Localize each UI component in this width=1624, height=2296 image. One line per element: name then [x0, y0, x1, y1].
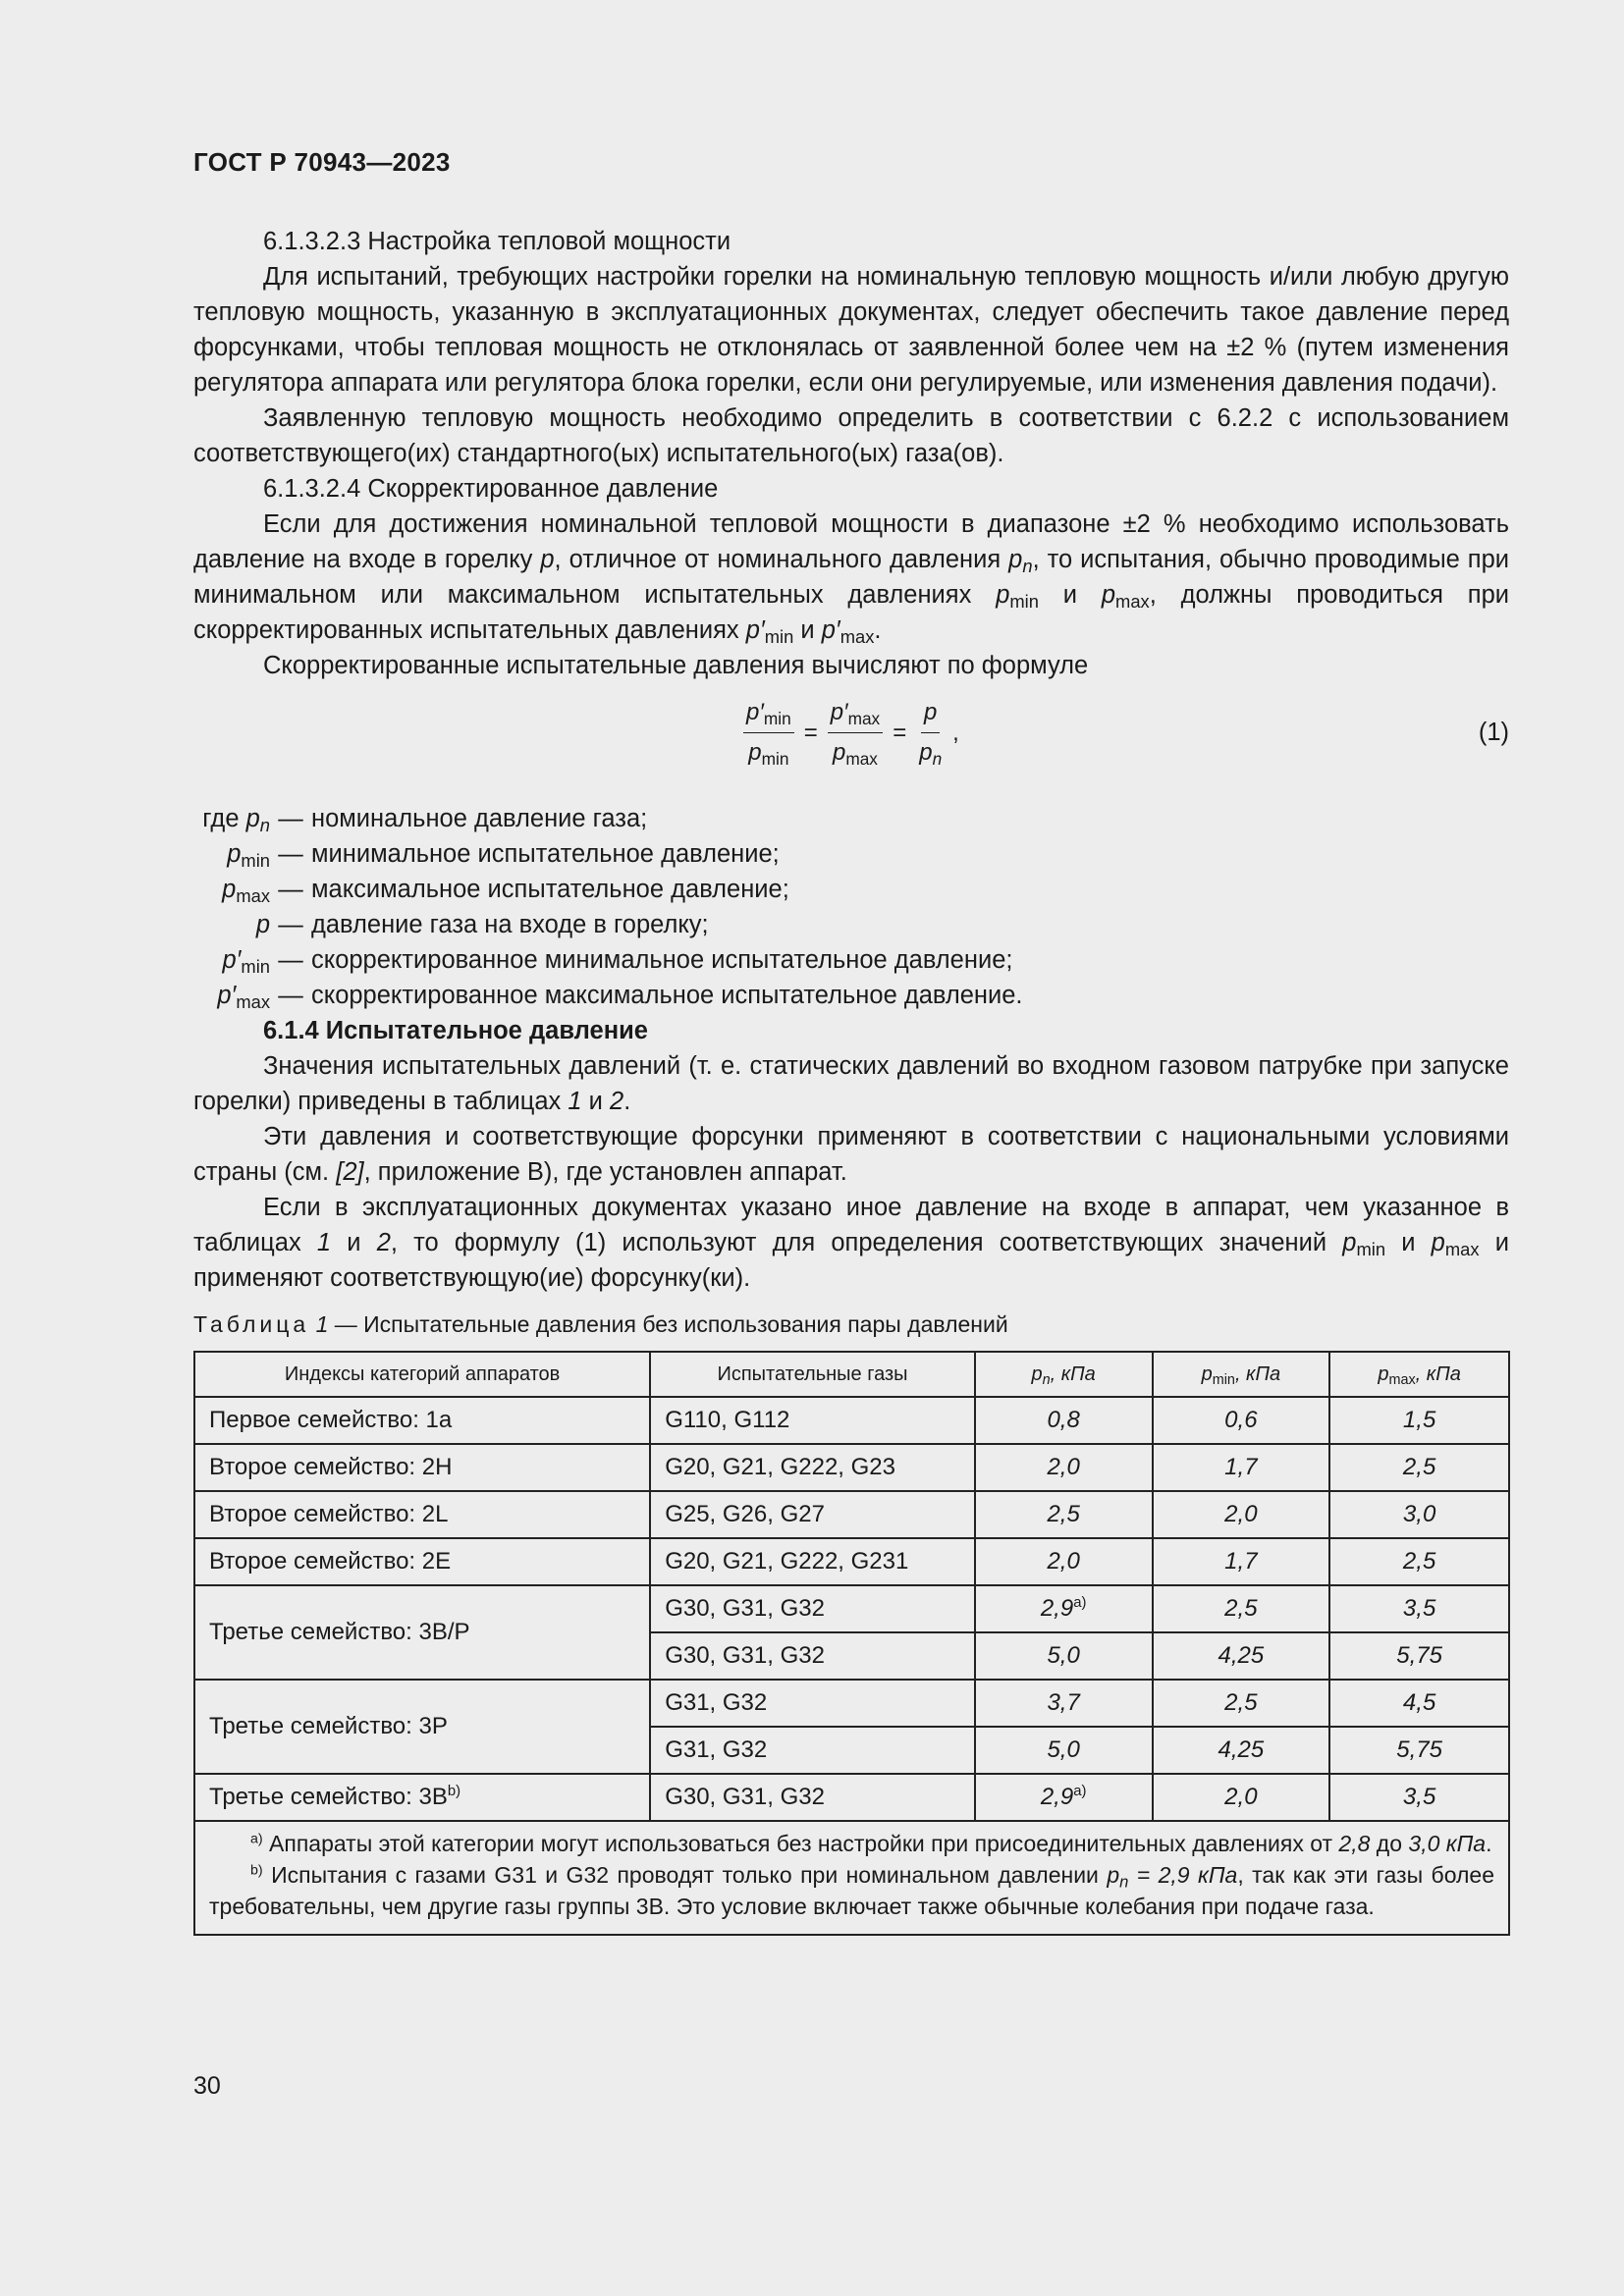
section-6-1-3-2-4-heading: 6.1.3.2.4 Скорректированное давление — [263, 475, 719, 503]
paragraph: Скорректированные испытательные давления вычисляют по формуле — [263, 652, 1089, 679]
legend-symbol: $p_{min}$ — [227, 840, 270, 872]
legend-symbol: p — [255, 911, 270, 938]
table-row: Третье семейство: $3В^{b)}$ G30, G31, G32 $2,9^{а)}$ 2,0 3,5 — [194, 1774, 1509, 1821]
legend-dash: — — [278, 946, 303, 974]
legend-description: давление газа на входе в горелку; — [311, 911, 709, 938]
column-header: $p_n$, кПа — [975, 1352, 1153, 1397]
test-pressure-table — [193, 1351, 1510, 1936]
column-header: $p_{max}$, кПа — [1329, 1352, 1509, 1397]
legend-row — [193, 942, 1509, 978]
table-row: G31, G32 5,0 4,25 5,75 — [194, 1727, 1509, 1774]
legend-dash: — — [278, 805, 303, 832]
formula-legend — [193, 801, 1509, 1013]
fraction: $\frac{p'_{min}}{p_{min}}$ — [743, 695, 794, 771]
legend-row — [193, 907, 1509, 942]
footnote-a: $^{а)}$ Аппараты этой категории могут использоваться без настройки при присоединительных давлениях от 2,8 до 3,0 кПа. — [250, 1831, 1492, 1856]
legend-description: минимальное испытательное давление; — [311, 840, 780, 868]
legend-dash: — — [278, 911, 303, 938]
table-row: Третье семейство: 3В/Р G30, G31, G32 $2,9^{а)}$ 2,5 3,5 — [194, 1585, 1509, 1632]
paragraph: Эти давления и соответствующие форсунки применяют в соответствии с национальными условиями страны (см. [2], приложение В), где установлен аппарат. — [193, 1123, 1509, 1186]
table-row: Второе семейство: 2Е G20, G21, G222, G231 2,0 1,7 2,5 — [194, 1538, 1509, 1585]
legend-symbol: где $p_n$ — [202, 805, 270, 836]
paragraph: Если в эксплуатационных документах указано иное давление на входе в аппарат, чем указанное в таблицах 1 и 2, то формулу (1) используют для определения соответствующих значений $p_{min}$ и $p_{max}$ и применяют соответствующую(ие) форсунку(ки). — [193, 1194, 1509, 1292]
formula-block — [193, 683, 1509, 801]
table-footnotes — [194, 1821, 1509, 1935]
column-header: Испытательные газы — [650, 1352, 975, 1397]
table-row: Второе семейство: 2Н G20, G21, G222, G23 2,0 1,7 2,5 — [194, 1444, 1509, 1491]
legend-row — [193, 801, 1509, 836]
legend-symbol: $p_{max}$ — [222, 876, 270, 907]
formula-number: (1) — [1478, 719, 1509, 746]
section-6-1-4-heading: 6.1.4 Испытательное давление — [263, 1017, 648, 1044]
document-body — [193, 224, 1509, 1936]
legend-description: скорректированное минимальное испытательное давление; — [311, 946, 1013, 974]
legend-row — [193, 978, 1509, 1013]
table-header-row — [194, 1352, 1509, 1397]
paragraph: Для испытаний, требующих настройки горелки на номинальную тепловую мощность и/или любую другую тепловую мощность, указанную в эксплуатационных документах, следует обеспечить такое давление перед форсунками, чтобы тепловая мощность не отклонялась от заявленной более чем на ±2 % (путем изменения регулятора аппарата или регулятора блока горелки, если они регулируемые, или изменения давления подачи). — [193, 263, 1509, 397]
paragraph: Заявленную тепловую мощность необходимо определить в соответствии с 6.2.2 с использованием соответствующего(их) стандартного(ых) испытательного(ых) газа(ов). — [193, 404, 1509, 467]
table-caption: Таблица 1 — Испытательные давления без использования пары давлений — [193, 1311, 1008, 1337]
legend-row — [193, 836, 1509, 872]
legend-symbol: $p'_{min}$ — [222, 946, 270, 978]
table-row: G30, G31, G32 5,0 4,25 5,75 — [194, 1632, 1509, 1680]
table-row: Третье семейство: 3Р G31, G32 3,7 2,5 4,5 — [194, 1680, 1509, 1727]
legend-symbol: $p'_{max}$ — [217, 982, 270, 1013]
column-header: $p_{min}$, кПа — [1153, 1352, 1330, 1397]
document-header: ГОСТ Р 70943—2023 — [193, 147, 451, 177]
legend-dash: — — [278, 982, 303, 1009]
fraction: $\frac{p}{p_n}$ — [916, 695, 945, 771]
fraction: $\frac{p'_{max}}{p_{max}}$ — [828, 695, 883, 771]
formula: $\frac{p'_{min}}{p_{min}}$ = $\frac{p'_{max}}{p_{max}}$ = $\frac{p}{p_n}$ , — [743, 695, 959, 771]
page-number: 30 — [193, 2072, 221, 2100]
table-row: Второе семейство: 2L G25, G26, G27 2,5 2,0 3,0 — [194, 1491, 1509, 1538]
legend-row — [193, 872, 1509, 907]
legend-description: скорректированное максимальное испытательное давление. — [311, 982, 1023, 1009]
paragraph: Значения испытательных давлений (т. е. статических давлений во входном газовом патрубке при запуске горелки) приведены в таблицах 1 и 2. — [193, 1052, 1509, 1115]
legend-dash: — — [278, 876, 303, 903]
paragraph: Если для достижения номинальной тепловой мощности в диапазоне ±2 % необходимо использовать давление на входе в горелку p, отличное от номинального давления $p_n$, то испытания, обычно проводимые при минимальном или максимальном испытательных давлениях $p_{min}$ и $p_{max}$, должны проводиться при скорректированных испытательных давлениях $p'_{min}$ и $p'_{max}$. — [193, 510, 1510, 648]
legend-description: максимальное испытательное давление; — [311, 876, 789, 903]
footnote-b: $^{b)}$ Испытания с газами G31 и G32 проводят только при номинальном давлении $p_n = 2,9$ кПа, так как эти газы более требовательны, чем другие газы группы 3В. Это условие включает также обычные колебания при подаче газа. — [209, 1862, 1494, 1919]
legend-description: номинальное давление газа; — [311, 805, 648, 832]
legend-dash: — — [278, 840, 303, 868]
column-header: Индексы категорий аппаратов — [194, 1352, 650, 1397]
section-6-1-3-2-3-heading: 6.1.3.2.3 Настройка тепловой мощности — [263, 228, 731, 255]
table-row: Первое семейство: 1а G110, G112 0,8 0,6 1,5 — [194, 1397, 1509, 1444]
